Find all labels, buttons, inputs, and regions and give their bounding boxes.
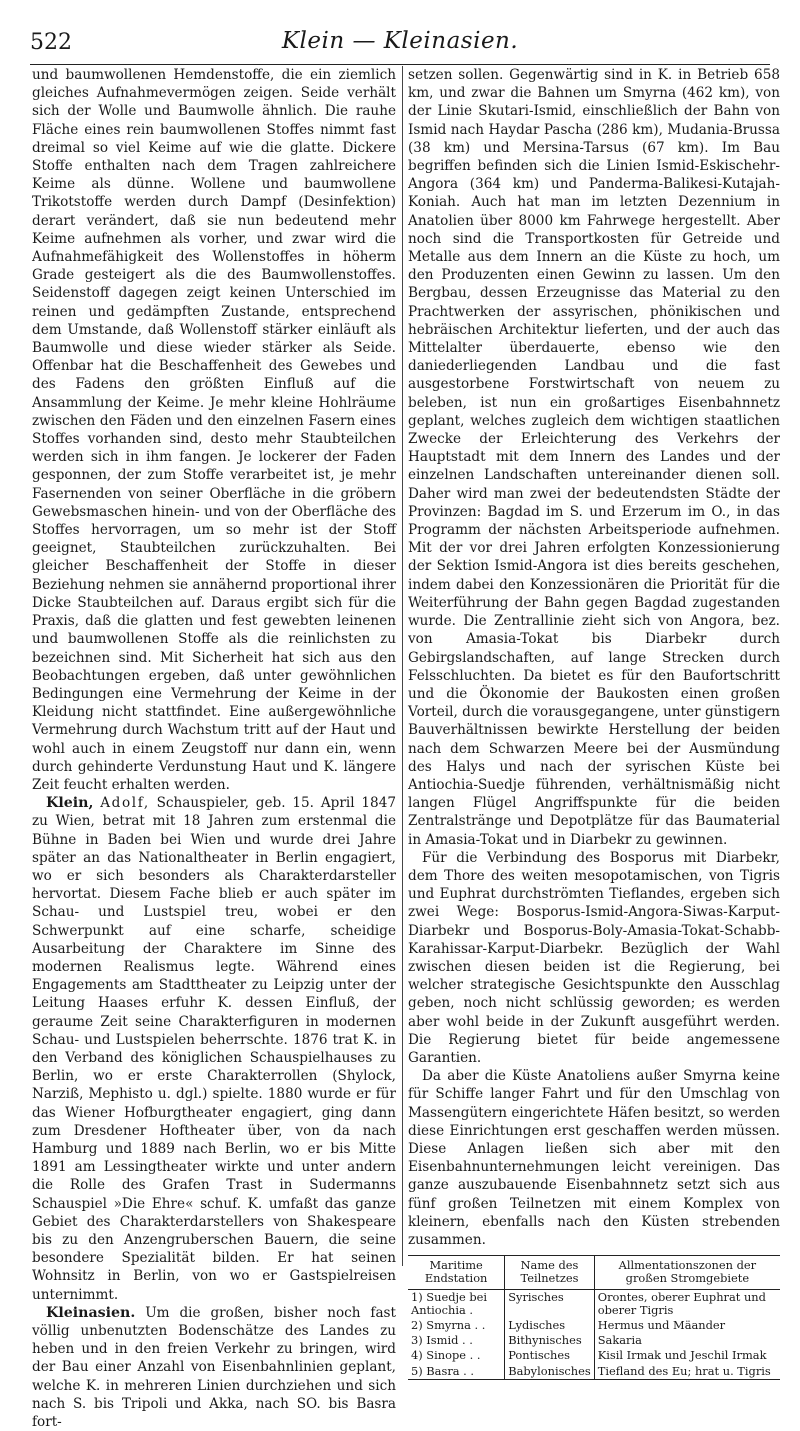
railway-network-table (408, 1255, 780, 1380)
table-row (408, 1333, 780, 1348)
page-header (30, 28, 770, 65)
table-cell: 5) Basra . . (408, 1364, 505, 1380)
table-cell: 4) Sinope . . (411, 1348, 481, 1363)
kleinasien-text: Um die großen, bisher noch fast völlig unbenutzten Bodenschätze des Landes zu heben und in den freien Verkehr zu bringen, wird der Bau einer Anzahl von Eisenbahnlinien geplant, welche K. in mehreren Linien durchziehen und sich nach S. bis Tripoli und Akka, nach SO. bis Basra fort- (32, 1304, 396, 1431)
paragraph-bosporus: Für die Verbindung des Bosporus mit Diarbekr, dem Thore des weiten mesopotamischen, von Tigris und Euphrat durchströmten Tieflandes, ergeben sich zwei Wege: Bosporus-Ismid-Angora-Siwas-Karput-Diarbekr und Bosporus-Boly-Amasia-Tokat-Schabb-Karahissar-Karput-Diarbekr. Bezüglich der Wahl zwischen diesen beiden ist die Regierung, bei welcher strategische Gesichtspunkte den Ausschlag geben, noch nicht schlüssig geworden; es werden aber wohl beide in der Zukunft ausgeführt werden. Die Regierung bietet für beide angemessene Garantien. (408, 849, 780, 1066)
table-header-cell: Name des Teilnetzes (505, 1256, 595, 1289)
entry-klein (32, 794, 396, 1304)
table-cell: Bithynisches (505, 1333, 595, 1348)
table-cell: 2) Smyrna . . (411, 1318, 486, 1333)
table-row (408, 1364, 780, 1380)
right-column (408, 66, 780, 1380)
table-row (408, 1318, 780, 1333)
entry-kleinasien (32, 1304, 396, 1431)
left-column (32, 66, 396, 1431)
table-cell: Syrisches (505, 1289, 595, 1318)
page-title: Klein — Kleinasien. (281, 28, 519, 54)
table-header-row (408, 1256, 780, 1289)
table-cell: Pontisches (505, 1348, 595, 1363)
headword-kleinasien: Kleinasien. (46, 1304, 136, 1321)
table-header-cell: Allmentationszonen der großen Stromgebiete (594, 1256, 780, 1289)
paragraph-railways: setzen sollen. Gegenwärtig sind in K. in Betrieb 658 km, und zwar die Bahnen um Smyrna (462 km), von der Linie Skutari-Ismid, einschließlich der Bahn von Ismid nach Haydar Pascha (286 km), Mudania-Brussa (38 km) und Mersina-Tarsus (67 km). Im Bau begriffen befinden sich die Linien Ismid-Eskischehr-Angora (364 km) und Panderma-Balikesi-Kutajah-Koniah. Auch hat man im letzten Dezennium in Anatolien über 8000 km Fahrwege hergestellt. Aber noch sind die Transportkosten für Getreide und Metalle aus dem Innern an die Küste zu hoch, um den Produzenten einen Gewinn zu lassen. Um den Bergbau, dessen Erzeugnisse das Material zu den Prachtwerken der assyrischen, phönikischen und hebräischen Architektur lieferten, und der auch das Mittelalter überdauerte, ebenso wie den daniederliegenden Landbau und die fast ausgestorbene Forstwirtschaft von neuem zu beleben, ist nun ein großartiges Eisenbahnnetz geplant, welches zugleich dem wichtigen staatlichen Zwecke der Erleichterung des Verkehrs der Hauptstadt mit dem Innern des Landes und der einzelnen Landschaften untereinander dienen soll. Daher wird man zwei der bedeutendsten Städte der Provinzen: Bagdad im S. und Erzerum im O., in das Programm der nächsten Arbeitsperiode aufnehmen. Mit der vor drei Jahren erfolgten Konzessionierung der Sektion Ismid-Angora ist dies bereits geschehen, indem dabei den Konzessionären die Priorität für die Weiterführung der Bahn gegen Bagdad zugestanden wurde. Die Zentrallinie zieht sich von Angora, bez. von Amasia-Tokat bis Diarbekr durch Gebirgslandschaften, auf lange Strecken durch Felsschluchten. Da bietet es für den Baufortschritt und die Ökonomie der Baukosten einen großen Vorteil, durch die vorausgegangene, unter günstigern Bauverhältnissen bewirkte Herstellung der beiden nach dem Schwarzen Meere bei der Ausmündung des Halys und nach der syrischen Küste bei Antiochia-Suedje führenden, verhältnismäßig nicht langen Flügel Angriffspunkte für die beiden Zentralstränge und Depotplätze für das Baumaterial in Amasia-Tokat und in Diarbekr zu gewinnen. (408, 67, 780, 848)
table-cell: Babylonisches (505, 1364, 595, 1380)
column-divider (402, 66, 403, 1266)
klein-text: Schauspieler, geb. 15. April 1847 zu Wien, betrat mit 18 Jahren zum erstenmal die Bühne in Baden bei Wien und wurde drei Jahre später an das Nationaltheater in Berlin engagiert, wo er sich besonders als Charakterdarsteller hervortat. Diesem Fache blieb er auch später im Schau- und Lustspiel treu, wobei er den Schwerpunkt auf eine scharfe, scheidige Ausarbeitung der Charaktere im Sinne des modernen Realismus legte. Während eines Engagements am Stadttheater zu Leipzig unter der Leitung Haases erfuhr K. dessen Einfluß, der geraume Zeit seine Charakterfiguren in modernen Schau- und Lustspielen beherrschte. 1876 trat K. in den Verband des königlichen Schauspielhauses zu Berlin, wo er erste Charakterrollen (Shylock, Narziß, Mephisto u. dgl.) spielte. 1880 wurde er für das Wiener Hofburgtheater engagiert, ging dann zum Dresdener Hoftheater über, von da nach Hamburg und 1889 nach Berlin, wo er bis Mitte 1891 am Lessingtheater wirkte und unter andern die Rolle des Grafen Trast in Sudermanns Schauspiel »Die Ehre« schuf. K. umfaßt das ganze Gebiet des Charakterdarstellers von Shakespeare bis zu den Anzengruberschen Bauern, die seine besondere Spezialität bilden. Er hat seinen Wohnsitz in Berlin, von wo er Gastspielreisen unternimmt. (32, 795, 396, 1303)
table-cell: Hermus und Mäander (594, 1318, 780, 1333)
table-cell: 1) Suedje bei Antiochia . (411, 1289, 488, 1317)
table-cell: Sakaria (594, 1333, 780, 1348)
table-cell: Lydisches (505, 1318, 595, 1333)
table-cell: Kisil Irmak und Jeschil Irmak (594, 1348, 780, 1363)
table-cell: Tiefland des Eu; hrat u. Tigris (594, 1364, 780, 1380)
page-number: 522 (30, 30, 72, 55)
paragraph-harbours: Da aber die Küste Anatoliens außer Smyrna keine für Schiffe langer Fahrt und für den Umschlag von Massengütern eingerichtete Häfen besitzt, so werden diese Einrichtungen erst geschaffen werden müssen. Diese Anlagen ließen sich aber mit den Eisenbahnunternehmungen leicht vereinigen. Das ganze auszubauende Eisenbahnnetz setzt sich aus fünf großen Teilnetzen mit einem Komplex von kleinern, ebenfalls nach den Küsten strebenden zusammen. (408, 1068, 780, 1248)
paragraph-textiles: und baumwollenen Hemdenstoffe, die ein ziemlich gleiches Aufnahmevermögen zeigen. Seide verhält sich der Wolle und Baumwolle ähnlich. Die rauhe Fläche eines rein baumwollenen Stoffes nimmt fast dreimal so viel Keime auf wie die glatte. Dickere Stoffe enthalten nach dem Tragen zahlreichere Keime als dünne. Wollene und baumwollene Trikotstoffe werden durch Dampf (Desinfektion) derart verändert, daß sie nun bedeutend mehr Keime aufnehmen als vorher, und zwar wird die Aufnahmefähigkeit des Wollenstoffes in höherm Grade gesteigert als die des Baumwollenstoffes. Seidenstoff dagegen zeigt keinen Unterschied im reinen und gedämpften Zustande, entsprechend dem Umstande, daß Wollenstoff stärker einläuft als Baumwolle und diese wieder stärker als Seide. Offenbar hat die Beschaffenheit des Gewebes und des Fadens den größten Einfluß auf die Ansammlung der Keime. Je mehr kleine Hohlräume zwischen den Fäden und den einzelnen Fasern eines Stoffes vorhanden sind, desto mehr Staubteilchen werden sich in ihm fangen. Je lockerer der Faden gesponnen, der zum Stoffe verarbeitet ist, je mehr Fasernenden von seiner Oberfläche in die gröbern Gewebsmaschen hinein- und von der Oberfläche des Stoffes hervorragen, um so mehr ist der Stoff geeignet, Staubteilchen zurückzuhalten. Bei gleicher Beschaffenheit der Stoffe in dieser Beziehung nehmen sie annähernd proportional ihrer Dicke Staubteilchen auf. Daraus ergibt sich für die Praxis, daß die glatten und fest gewebten leinenen und baumwollenen Stoffe als die reinlichsten zu bezeichnen sind. Mit Sicherheit hat sich aus den Beobachtungen ergeben, daß unter gewöhnlichen Bedingungen eine Vermehrung der Keime in der Kleidung nicht stattfindet. Eine außergewöhnliche Vermehrung durch Wachstum tritt auf der Haut und wohl auch in einem Zeugstoff nur dann ein, wenn durch gehinderte Verdunstung Haut und K. längere Zeit feucht erhalten werden. (32, 67, 396, 793)
headword-klein: Klein, (46, 795, 94, 812)
table-cell: 3) Ismid . . (411, 1333, 473, 1348)
klein-name: Adolf, (100, 795, 150, 812)
table-cell: Orontes, oberer Euphrat und oberer Tigris (594, 1289, 780, 1318)
table-header-cell: Maritime Endstation (408, 1256, 505, 1289)
table-row (408, 1348, 780, 1363)
table-row (408, 1289, 780, 1318)
